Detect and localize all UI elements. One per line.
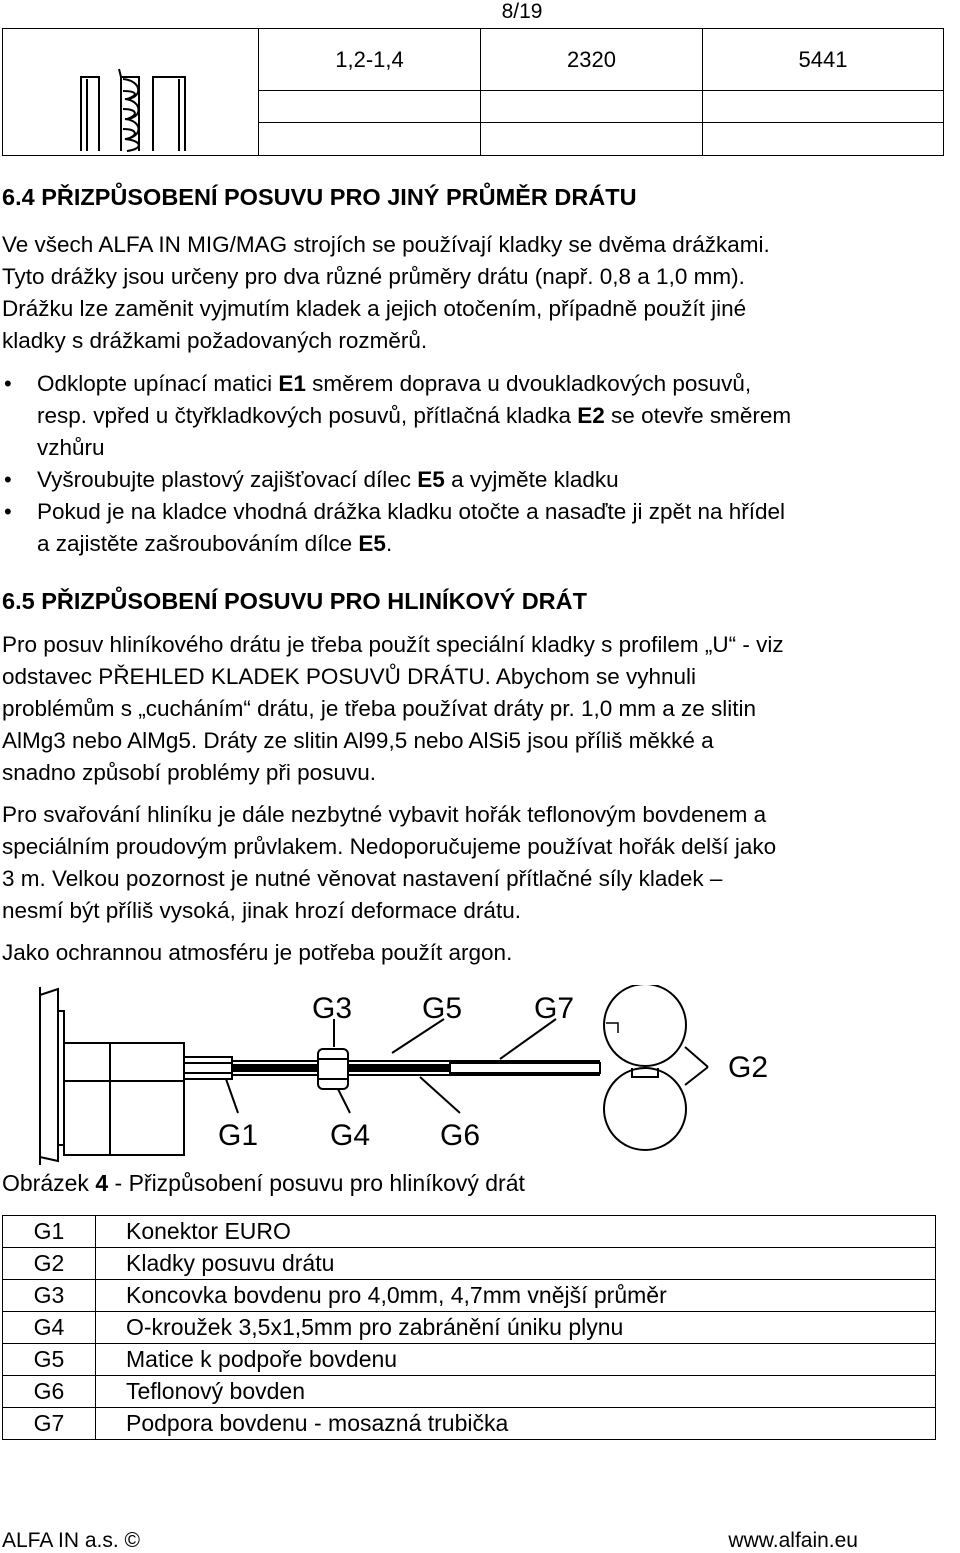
- bowden-tip: [184, 1057, 232, 1079]
- legend-desc: Koncovka bovdenu pro 4,0mm, 4,7mm vnější průměr: [96, 1280, 936, 1312]
- text-segment: Vyšroubujte plastový zajišťovací dílec: [37, 467, 418, 492]
- text-segment: resp. vpřed u čtyřkladkových posuvů, přítlačná kladka: [37, 403, 578, 428]
- legend-row: [3, 1248, 936, 1280]
- legend-row: [3, 1376, 936, 1408]
- text-segment: a zajistěte zašroubováním dílce: [37, 531, 359, 556]
- legend-row: [3, 1280, 936, 1312]
- bullet-line: [37, 400, 960, 432]
- bullet-line: [37, 464, 960, 496]
- paragraph-line: snadno způsobí problémy při posuvu.: [2, 760, 376, 785]
- header-empty-cell: [259, 91, 481, 122]
- leader-g6: [420, 1077, 460, 1113]
- legend-desc: O-kroužek 3,5x1,5mm pro zabránění úniku plynu: [96, 1312, 936, 1344]
- header-empty-cell: [480, 91, 702, 122]
- leader-g4: [338, 1089, 350, 1113]
- legend-row: [3, 1344, 936, 1376]
- paragraph-line: nesmí být příliš vysoká, jinak hrozí deformace drátu.: [2, 898, 521, 923]
- paragraph-line: Tyto drážky jsou určeny pro dva různé průměry drátu (např. 0,8 a 1,0 mm).: [2, 264, 745, 289]
- header-empty-cell: [480, 122, 702, 155]
- legend-code: G7: [3, 1408, 96, 1440]
- label-g5: G5: [422, 992, 463, 1025]
- bullet-item: [2, 464, 960, 496]
- legend-desc: Kladky posuvu drátu: [96, 1248, 936, 1280]
- part-reference: E2: [577, 403, 605, 428]
- text-segment: směrem doprava u dvoukladkových posuvů,: [305, 371, 752, 396]
- paragraph-line: Pro posuv hliníkového drátu je třeba použít speciální kladky s profilem „U“ - viz: [2, 632, 784, 657]
- footer-company: ALFA IN a.s. ©: [2, 1529, 141, 1552]
- bullet-line: [37, 368, 960, 400]
- paragraph-line: kladky s drážkami požadovaných rozměrů.: [2, 328, 428, 353]
- paragraph-line: Jako ochrannou atmosféru je potřeba použít argon.: [2, 940, 513, 965]
- legend-table: [2, 1215, 936, 1440]
- paragraph-line: Drážku lze zaměnit vyjmutím kladek a jejich otočením, případně použít jiné: [2, 296, 747, 321]
- paragraph-line: Pro svařování hliníku je dále nezbytné vybavit hořák teflonovým bovdenem a: [2, 802, 767, 827]
- bullet-line: [37, 528, 960, 560]
- instruction-bullet-list: [2, 368, 960, 560]
- section-6-5-paragraph-2: [2, 799, 960, 927]
- leader-g1: [226, 1079, 238, 1113]
- figure-caption: [2, 1170, 525, 1197]
- part-reference: E1: [278, 371, 306, 396]
- text-segment: se otevře směrem: [604, 403, 792, 428]
- feed-roll-lower: [604, 1068, 686, 1150]
- section-6-5-paragraph-3: [2, 937, 960, 969]
- legend-row: [3, 1408, 936, 1440]
- text-segment: vzhůru: [37, 435, 105, 460]
- section-6-5-paragraph-1: [2, 629, 960, 789]
- paragraph-line: 3 m. Velkou pozornost je nutné věnovat nastavení přítlačné síly kladek –: [2, 866, 723, 891]
- section-6-4-paragraph: [2, 229, 960, 357]
- bowden-nut: [318, 1049, 348, 1089]
- bullet-line: [37, 496, 960, 528]
- label-g7: G7: [534, 992, 575, 1025]
- label-g4: G4: [330, 1119, 371, 1152]
- wire-groove-icon-cell: [3, 29, 259, 156]
- euro-connector-body: [40, 987, 64, 1165]
- text-segment: .: [385, 531, 393, 556]
- part-reference: E5: [417, 467, 445, 492]
- bullet-item: [2, 368, 960, 464]
- brass-tube: [450, 1063, 600, 1073]
- legend-desc: Matice k podpoře bovdenu: [96, 1344, 936, 1376]
- leader-g7: [500, 1019, 556, 1059]
- caption-number: 4: [95, 1170, 109, 1196]
- label-g6: G6: [440, 1119, 481, 1152]
- caption-prefix: Obrázek: [2, 1170, 96, 1196]
- wire-feed-diagram: [0, 985, 960, 1165]
- legend-desc: Teflonový bovden: [96, 1376, 936, 1408]
- page-number: 8/19: [501, 0, 543, 23]
- part-reference: E5: [358, 531, 386, 556]
- header-empty-cell: [703, 122, 944, 155]
- text-segment: Odklopte upínací matici: [37, 371, 279, 396]
- legend-row: [3, 1312, 936, 1344]
- legend-code: G3: [3, 1280, 96, 1312]
- label-g1: G1: [218, 1119, 259, 1152]
- legend-code: G4: [3, 1312, 96, 1344]
- bullet-item: [2, 496, 960, 560]
- text-segment: Pokud je na kladce vhodná drážka kladku otočte a nasaďte ji zpět na hřídel: [37, 499, 786, 524]
- bullet-line: [37, 432, 960, 464]
- legend-row: [3, 1216, 936, 1248]
- legend-code: G1: [3, 1216, 96, 1248]
- legend-code: G5: [3, 1344, 96, 1376]
- header-cell-3: 5441: [703, 29, 944, 91]
- paragraph-line: odstavec PŘEHLED KLADEK POSUVŮ DRÁTU. Abychom se vyhnuli: [2, 664, 697, 689]
- header-cell-1: 1,2-1,4: [259, 29, 481, 91]
- wire-groove-icon: [3, 29, 258, 155]
- paragraph-line: problémům s „cucháním“ drátu, je třeba používat dráty pr. 1,0 mm a ze slitin: [2, 696, 757, 721]
- footer-website[interactable]: www.alfain.eu: [728, 1529, 858, 1552]
- label-g2: G2: [728, 1051, 769, 1084]
- legend-code: G2: [3, 1248, 96, 1280]
- legend-desc: Konektor EURO: [96, 1216, 936, 1248]
- header-table: [2, 28, 944, 156]
- section-heading-6-4: 6.4 PŘIZPŮSOBENÍ POSUVU PRO JINÝ PRŮMĚR DRÁTU: [2, 184, 637, 210]
- paragraph-line: speciálním proudovým průvlakem. Nedoporučujeme používat hořák delší jako: [2, 834, 777, 859]
- caption-text: - Přizpůsobení posuvu pro hliníkový drát: [108, 1170, 525, 1196]
- section-heading-6-5: 6.5 PŘIZPŮSOBENÍ POSUVU PRO HLINÍKOVÝ DRÁT: [2, 588, 587, 614]
- header-empty-cell: [259, 122, 481, 155]
- header-empty-cell: [703, 91, 944, 122]
- header-cell-2: 2320: [480, 29, 702, 91]
- legend-desc: Podpora bovdenu - mosazná trubička: [96, 1408, 936, 1440]
- feed-roll-upper: [604, 985, 686, 1066]
- label-g3: G3: [312, 992, 353, 1025]
- legend-code: G6: [3, 1376, 96, 1408]
- euro-connector-flange: [64, 1043, 184, 1155]
- paragraph-line: AlMg3 nebo AlMg5. Dráty ze slitin Al99,5 nebo AlSi5 jsou příliš měkké a: [2, 728, 714, 753]
- paragraph-line: Ve všech ALFA IN MIG/MAG strojích se používají kladky se dvěma drážkami.: [2, 232, 770, 257]
- text-segment: a vyjměte kladku: [444, 467, 619, 492]
- leader-g2: [685, 1047, 708, 1085]
